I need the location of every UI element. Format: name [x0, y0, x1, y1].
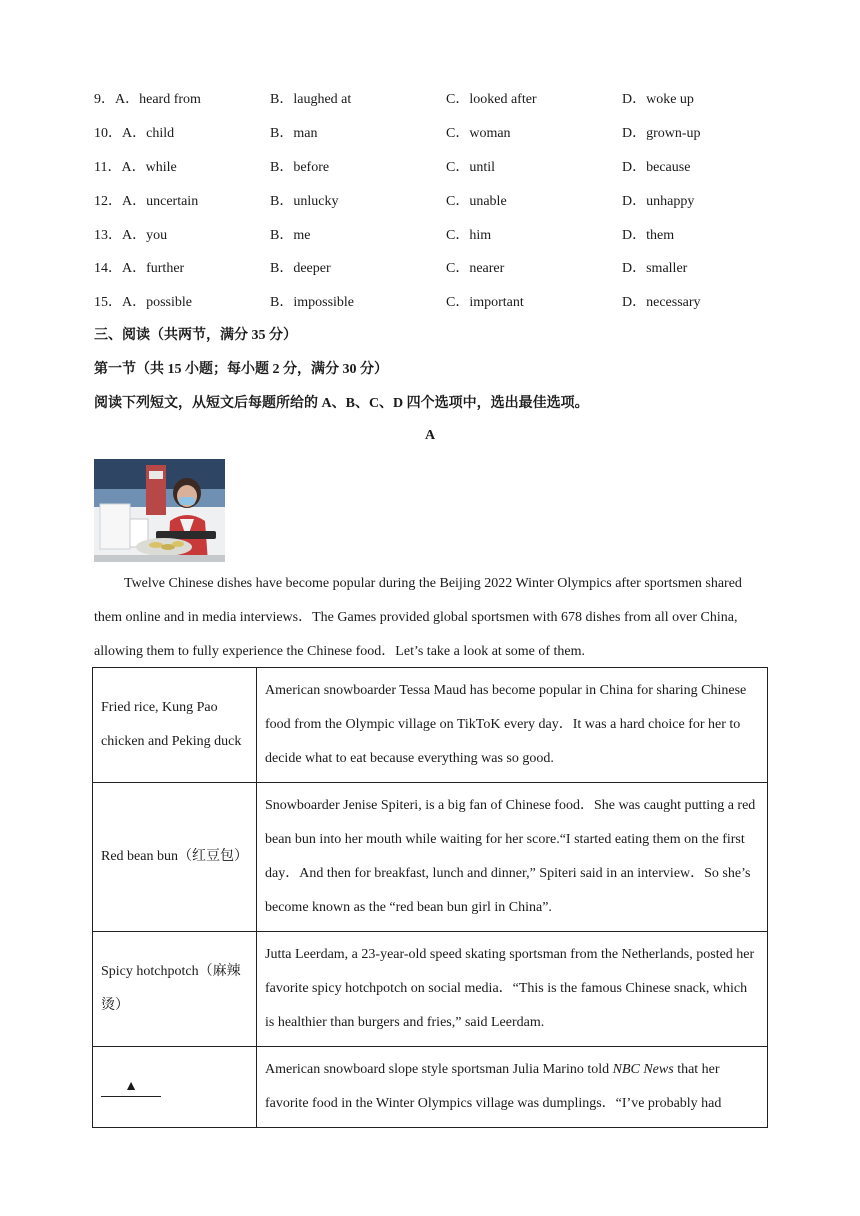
question-number: 14． — [94, 261, 122, 276]
question-number: 13． — [94, 228, 122, 243]
dish-description: American snowboarder Tessa Maud has become popular in China for sharing Chinese food from the Olympic village on TikToK every day．It was a hard choice for her to decide what to eat because everything was so good. — [257, 668, 768, 783]
dish-name: Red bean bun（红豆包） — [93, 783, 257, 932]
dish-description: Snowboarder Jenise Spiteri, is a big fan of Chinese food．She was caught putting a red bean bun into her mouth while waiting for her score.“I started eating them on the first day．And then for breakfast, lunch and dinner,” Spiteri said in an interview．So she’s become known as the “red bean bun girl in China”. — [257, 783, 768, 932]
dish-description — [257, 1047, 768, 1128]
description-text: that her favorite food in the Winter Olympics village was dumplings．“I’ve probably had — [265, 1062, 722, 1111]
option-b: B．impossible — [270, 295, 355, 310]
dish-name: Fried rice, Kung Pao chicken and Peking duck — [93, 668, 257, 783]
option-a: A．heard from — [115, 92, 201, 107]
option-b: B．deeper — [270, 261, 331, 276]
question-number: 11． — [94, 160, 122, 175]
table-row — [93, 1047, 768, 1128]
question-14 — [94, 259, 774, 279]
question-15 — [94, 293, 774, 313]
option-a: A．uncertain — [122, 194, 199, 209]
option-b: B．man — [270, 126, 318, 141]
answer-blank: ▲ — [101, 1078, 161, 1097]
table-row — [93, 932, 768, 1047]
photo-illustration — [94, 459, 225, 562]
food-table — [92, 667, 768, 1128]
dish-name: Spicy hotchpotch（麻辣烫） — [93, 932, 257, 1047]
question-12 — [94, 192, 774, 212]
question-9 — [94, 90, 774, 110]
passage-label: A — [424, 428, 436, 443]
option-c: C．looked after — [446, 92, 537, 107]
question-10 — [94, 124, 774, 144]
option-d: D．unhappy — [622, 194, 695, 209]
intro-text: Twelve Chinese dishes have become popular during the Beijing 2022 Winter Olympics after sportsmen shared them online and in media interviews．The Games provided global sportsmen with 678 dishes from all over China, allowing them to fully experience the Chinese food．Let’s take a look at some of them. — [94, 576, 742, 659]
option-c: C．him — [446, 228, 492, 243]
option-c: C．until — [446, 160, 496, 175]
option-a: A．while — [121, 160, 177, 175]
instruction: 阅读下列短文，从短文后每题所给的 A、B、C、D 四个选项中，选出最佳选项。 — [94, 396, 589, 411]
question-number: 9． — [94, 92, 115, 107]
dish-name-blank — [93, 1047, 257, 1128]
section-title: 三、阅读（共两节，满分 35 分） — [94, 328, 297, 343]
part-title: 第一节（共 15 小题；每小题 2 分，满分 30 分） — [94, 362, 388, 377]
table-row — [93, 668, 768, 783]
option-d: D．smaller — [622, 261, 688, 276]
passage-photo — [94, 459, 225, 562]
option-d: D．grown-up — [622, 126, 701, 141]
option-d: D．woke up — [622, 92, 694, 107]
question-number: 10． — [94, 126, 122, 141]
option-c: C．nearer — [446, 261, 505, 276]
dish-description: Jutta Leerdam, a 23-year-old speed skating sportsman from the Netherlands, posted her favorite spicy hotchpotch on social media．“This is the famous Chinese snack, which is healthier than burgers and fries,” said Leerdam. — [257, 932, 768, 1047]
option-c: C．woman — [446, 126, 511, 141]
option-d: D．them — [622, 228, 675, 243]
option-b: B．me — [270, 228, 311, 243]
description-text: American snowboard slope style sportsman Julia Marino told — [265, 1062, 613, 1077]
question-number: 15． — [94, 295, 122, 310]
option-d: D．necessary — [622, 295, 701, 310]
option-d: D．because — [622, 160, 691, 175]
table-row — [93, 783, 768, 932]
question-13 — [94, 226, 774, 246]
option-a: A．further — [122, 261, 185, 276]
question-number: 12． — [94, 194, 122, 209]
option-a: A．child — [122, 126, 175, 141]
question-11 — [94, 158, 774, 178]
option-a: A．you — [122, 228, 168, 243]
option-b: B．before — [270, 160, 330, 175]
option-b: B．unlucky — [270, 194, 339, 209]
intro-paragraph — [94, 567, 766, 669]
option-c: C．unable — [446, 194, 507, 209]
news-source: NBC News — [612, 1062, 674, 1077]
option-b: B．laughed at — [270, 92, 352, 107]
option-c: C．important — [446, 295, 524, 310]
option-a: A．possible — [122, 295, 192, 310]
